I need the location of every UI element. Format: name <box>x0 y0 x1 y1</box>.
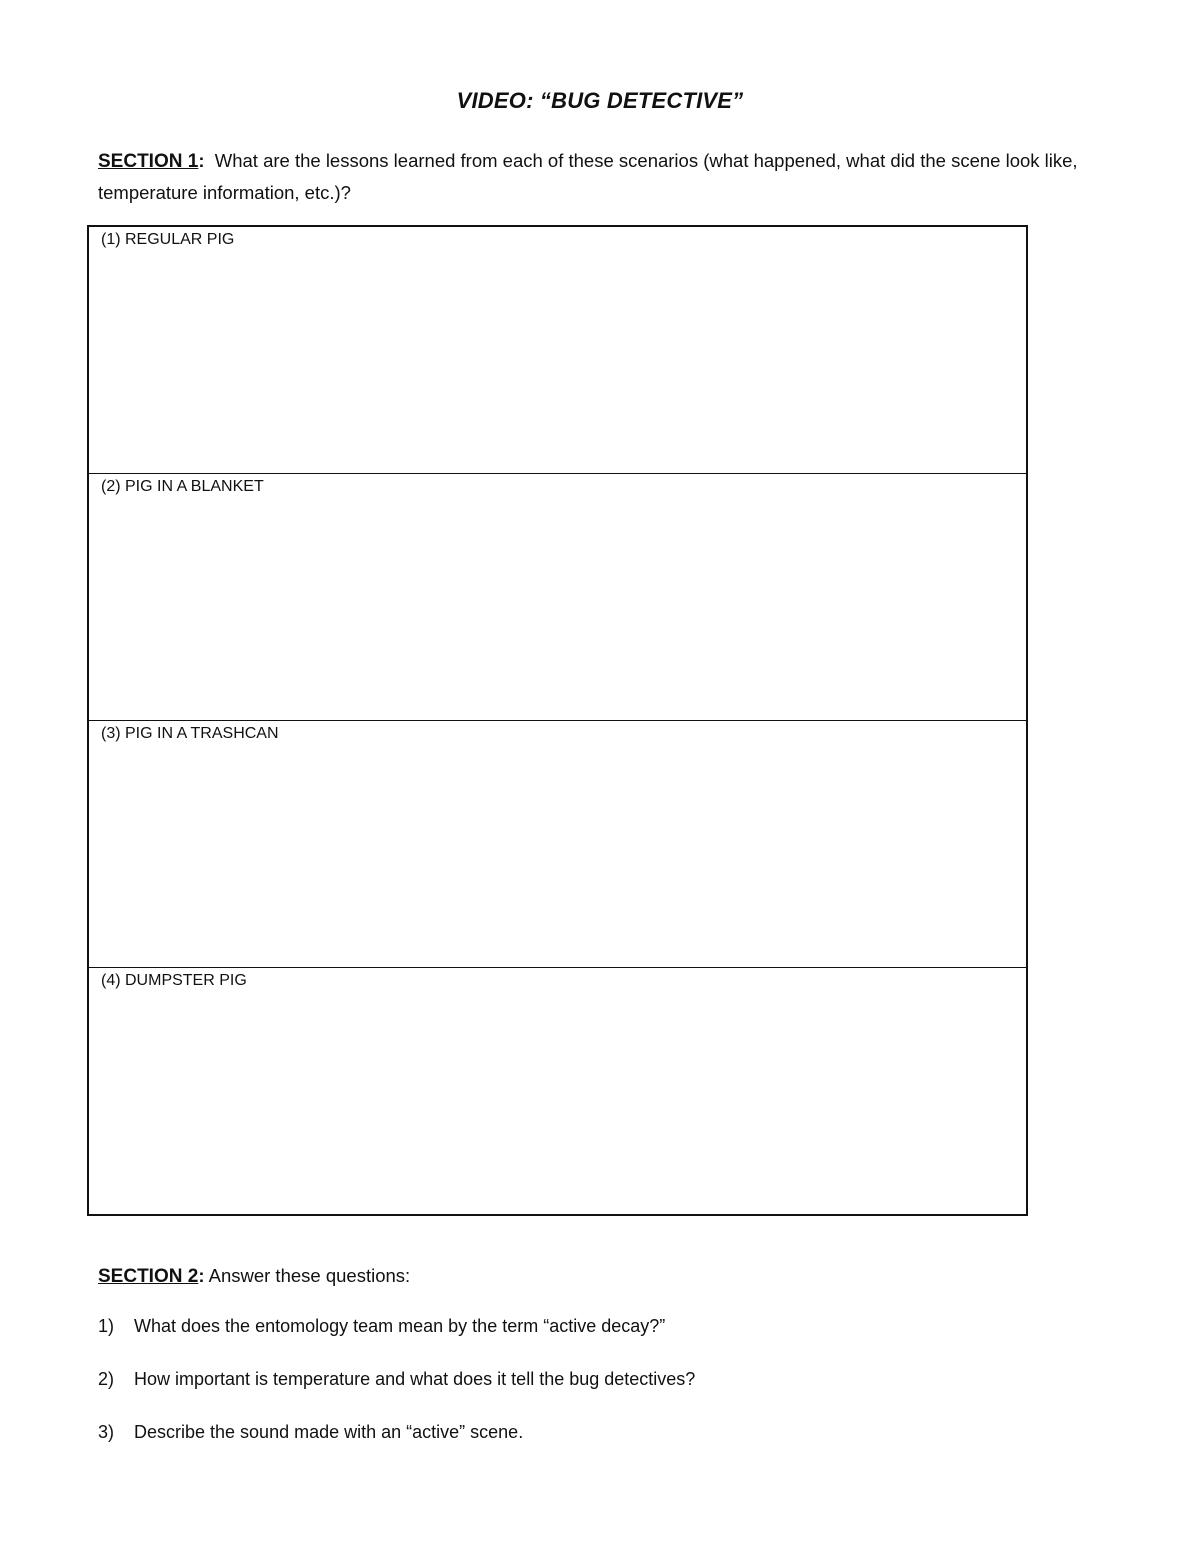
question-number: 1) <box>98 1316 115 1336</box>
section-1-colon: : <box>198 150 205 171</box>
list-item <box>98 1369 695 1422</box>
table-row <box>88 968 1027 1216</box>
section-2-colon: : <box>198 1265 205 1286</box>
section-1-label: SECTION 1 <box>98 151 199 172</box>
section-2-label: SECTION 2 <box>98 1266 199 1287</box>
section-1-prompt: What are the lessons learned from each of these scenarios (what happened, what did the scene look like, temperature information, etc.)? <box>98 150 1083 203</box>
scenario-table <box>87 225 1028 1216</box>
scenario-label: (1) REGULAR PIG <box>101 231 235 248</box>
scenario-box-dumpster-pig[interactable] <box>88 968 1027 1216</box>
document-title: VIDEO: “BUG DETECTIVE” <box>456 88 744 113</box>
question-list <box>98 1316 695 1475</box>
question-text: What does the entomology team mean by the term “active decay?” <box>134 1316 666 1336</box>
scenario-box-pig-in-a-blanket[interactable] <box>88 474 1027 721</box>
question-number: 2) <box>98 1369 115 1389</box>
section-1-intro <box>98 145 1108 208</box>
question-text: Describe the sound made with an “active” scene. <box>134 1422 524 1442</box>
scenario-label: (3) PIG IN A TRASHCAN <box>101 725 279 742</box>
list-item <box>98 1316 695 1369</box>
scenario-box-pig-in-a-trashcan[interactable] <box>88 721 1027 968</box>
section-2-heading <box>98 1265 410 1288</box>
section-2-prompt: Answer these questions: <box>204 1265 411 1286</box>
table-row <box>88 474 1027 721</box>
question-number: 3) <box>98 1422 115 1442</box>
question-text: How important is temperature and what does it tell the bug detectives? <box>134 1369 696 1389</box>
scenario-label: (4) DUMPSTER PIG <box>101 972 247 989</box>
list-item <box>98 1422 695 1475</box>
scenario-box-regular-pig[interactable] <box>88 226 1027 474</box>
scenario-label: (2) PIG IN A BLANKET <box>101 478 264 495</box>
table-row <box>88 226 1027 474</box>
table-row <box>88 721 1027 968</box>
